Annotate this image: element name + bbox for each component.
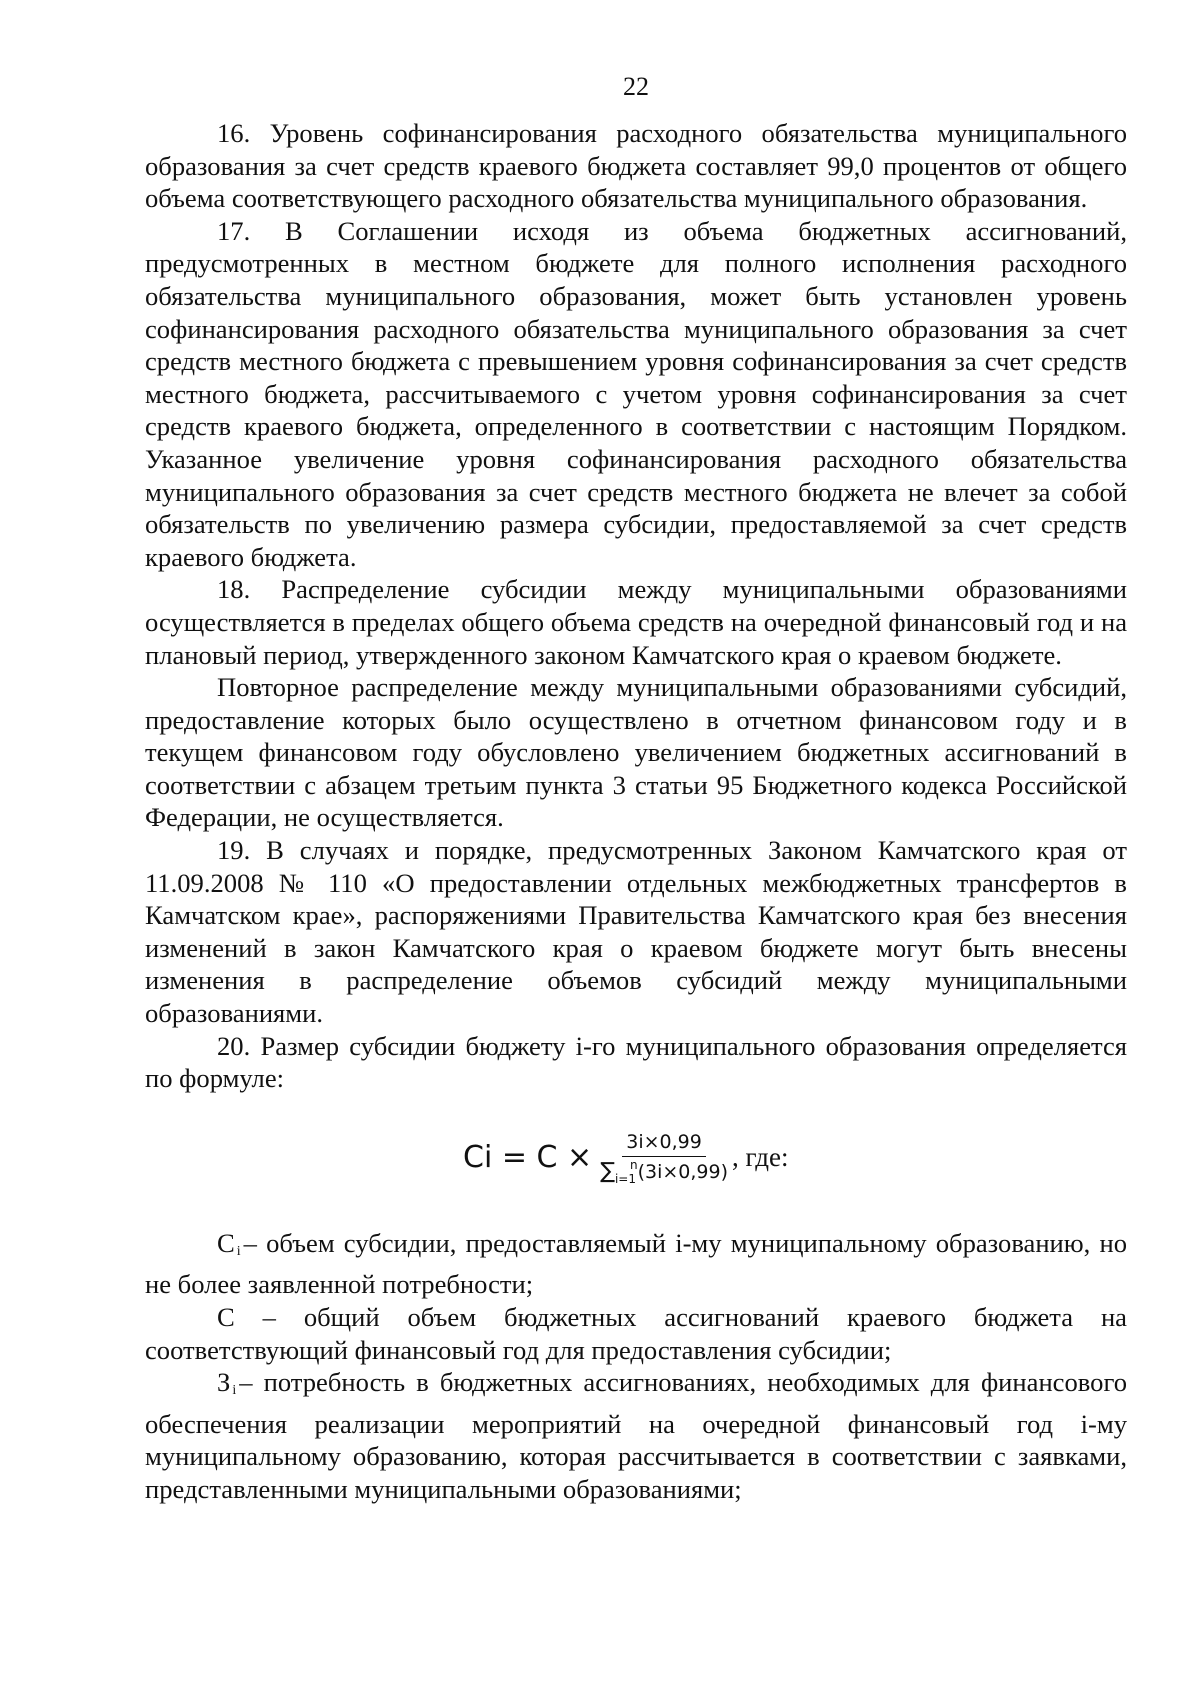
definition-text: – потребность в бюджетных ассигнованиях, необходимых для финансового обеспечения реализации мероприятий на очередной финансовый год i-му муниципальному образованию, которая рассчитывается в соответствии с заявками, представленными муниципальными образованиями;: [145, 1367, 1127, 1504]
paragraph-18-repeat-distribution: Повторное распределение между муниципальными образованиями субсидий, предоставление которых было осуществлено в отчетном финансовом году и в текущем финансовом году обусловлено увеличением бюджетных ассигнований в соответствии с абзацем третьим пункта 3 статьи 95 Бюджетного кодекса Российской Федерации, не осуществляется.: [145, 672, 1127, 833]
definition-index: i: [232, 1383, 237, 1399]
formula-lhs: Ci = C ×: [463, 1139, 593, 1175]
formula-suffix: , где:: [732, 1141, 789, 1172]
formula-denominator: [600, 1157, 728, 1184]
formula-fraction: [600, 1131, 728, 1184]
paragraph-17: 17. В Соглашении исходя из объема бюджетных ассигнований, предусмотренных в местном бюджете для полного исполнения расходного обязательства муниципального образования, может быть установлен уровень софинансирования расходного обязательства муниципального образования за счет средств местного бюджета с превышением уровня софинансирования за счет средств местного бюджета, рассчитываемого с учетом уровня софинансирования за счет средств краевого бюджета, определенного в соответствии с настоящим Порядком. Указанное увеличение уровня софинансирования расходного обязательства муниципального образования за счет средств местного бюджета не влечет за собой обязательств по увеличению размера субсидии, предоставляемой за счет средств краевого бюджета.: [145, 215, 1127, 572]
definition-text: – объем субсидии, предоставляемый i-му муниципальному образованию, но не более заявленной потребности;: [145, 1227, 1127, 1300]
paragraph-16: 16. Уровень софинансирования расходного обязательства муниципального образования за счет средств краевого бюджета составляет 99,0 процентов от общего объема соответствующего расходного обязательства муниципального образования.: [145, 118, 1127, 214]
document-body: [145, 117, 1127, 1506]
definition-symbol: С: [217, 1302, 235, 1332]
subsidy-formula: [145, 1103, 1127, 1213]
sum-upper-limit: n: [629, 1157, 638, 1172]
sum-term: (3i×0,99): [637, 1160, 729, 1183]
definition-index: i: [236, 1243, 241, 1259]
paragraph-18: 18. Распределение субсидии между муниципальными образованиями осуществляется в пределах общего объема средств на очередной финансовый год и на плановый период, утвержденного законом Камчатского края о краевом бюджете.: [145, 574, 1127, 670]
definition-text: – общий объем бюджетных ассигнований краевого бюджета на соответствующий финансовый год для предоставления субсидии;: [145, 1302, 1127, 1365]
paragraph-19: 19. В случаях и порядке, предусмотренных Законом Камчатского края от 11.09.2008 № 110 «О предоставлении отдельных межбюджетных трансфертов в Камчатском крае», распоряжениями Правительства Камчатского края без внесения изменений в закон Камчатского края о краевом бюджете могут быть внесены изменения в распределение объемов субсидий между муниципальными образованиями.: [145, 835, 1127, 1029]
definition-c: [145, 1301, 1127, 1366]
formula-numerator: 3i×0,99: [622, 1131, 706, 1157]
paragraph-20: 20. Размер субсидии бюджету i-го муниципального образования определяется по формуле:: [145, 1030, 1127, 1094]
definition-symbol: С: [217, 1227, 235, 1258]
definition-symbol: З: [217, 1367, 231, 1398]
formula-expression: [463, 1131, 788, 1184]
definition-ci: [145, 1227, 1127, 1301]
sum-lower-limit: i=1: [614, 1171, 636, 1186]
definition-zi: [145, 1366, 1127, 1505]
page-number: 22: [623, 72, 649, 101]
sum-symbol: ∑: [600, 1158, 615, 1184]
